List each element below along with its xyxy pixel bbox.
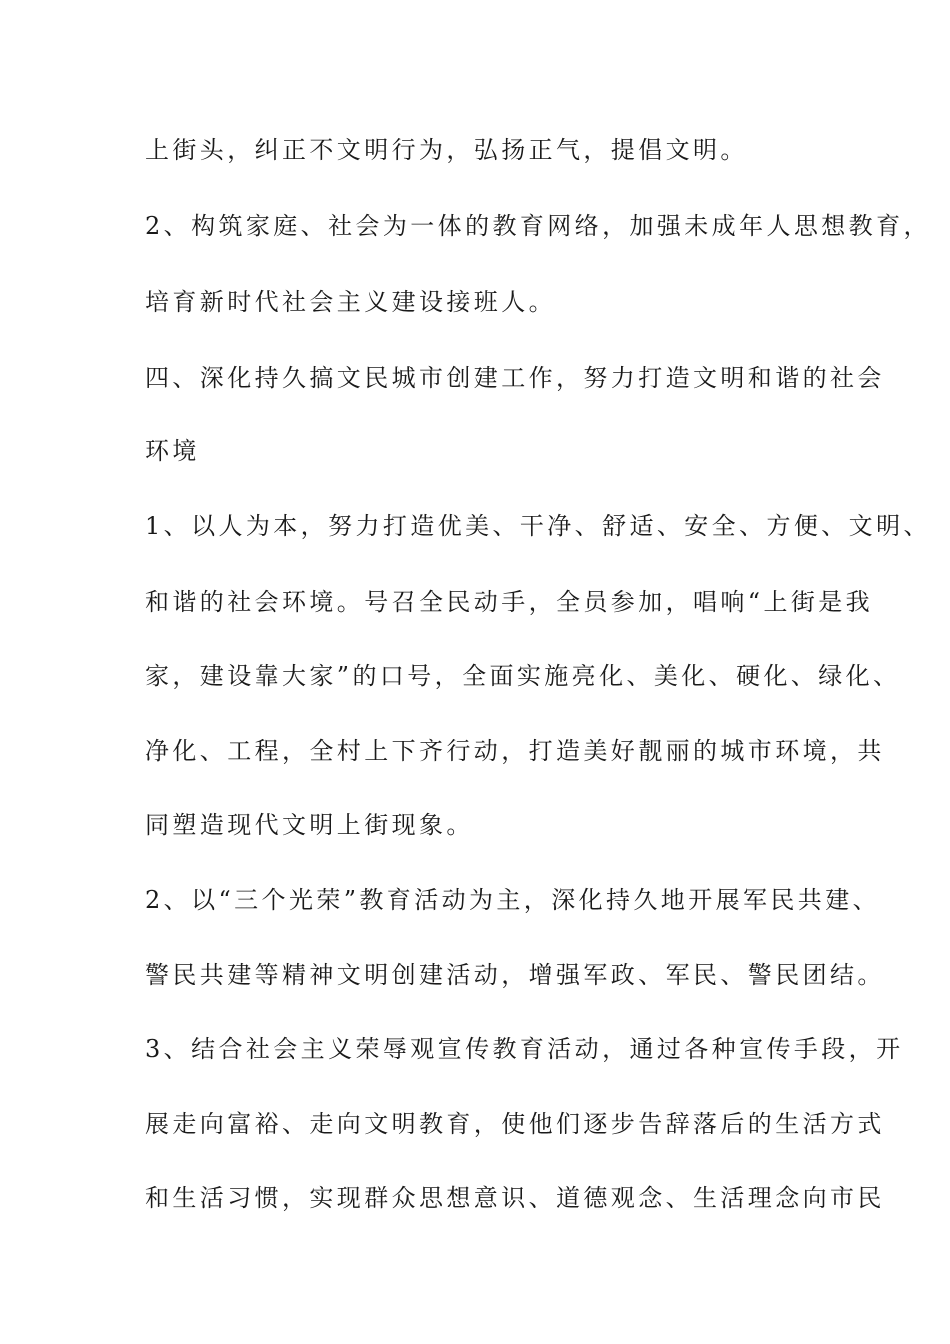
- text-line: 3、结合社会主义荣辱观宣传教育活动，通过各种宣传手段，开: [145, 1035, 904, 1063]
- text-line: 同塑造现代文明上街现象。: [145, 811, 474, 839]
- text-line: 1、以人为本，努力打造优美、干净、舒适、安全、方便、文明、: [145, 512, 931, 540]
- text-line: 净化、工程，全村上下齐行动，打造美好靓丽的城市环境，共: [145, 737, 885, 765]
- text-line: 和生活习惯，实现群众思想意识、道德观念、生活理念向市民: [145, 1184, 885, 1212]
- text-line: 警民共建等精神文明创建活动，增强军政、军民、警民团结。: [145, 961, 885, 989]
- text-line: 家，建设靠大家”的口号，全面实施亮化、美化、硬化、绿化、: [145, 662, 901, 690]
- text-line: 2、构筑家庭、社会为一体的教育网络，加强未成年人思想教育，: [145, 212, 931, 240]
- text-line: 2、以“三个光荣”教育活动为主，深化持久地开展军民共建、: [145, 886, 881, 914]
- text-line: 培育新时代社会主义建设接班人。: [145, 288, 556, 316]
- text-line: 展走向富裕、走向文明教育，使他们逐步告辞落后的生活方式: [145, 1110, 885, 1138]
- text-line: 和谐的社会环境。号召全民动手，全员参加，唱响“上街是我: [145, 588, 874, 616]
- section-heading: 环境: [145, 437, 200, 465]
- text-line: 上街头，纠正不文明行为，弘扬正气，提倡文明。: [145, 136, 748, 164]
- section-heading: 四、深化持久搞文民城市创建工作，努力打造文明和谐的社会: [145, 364, 885, 392]
